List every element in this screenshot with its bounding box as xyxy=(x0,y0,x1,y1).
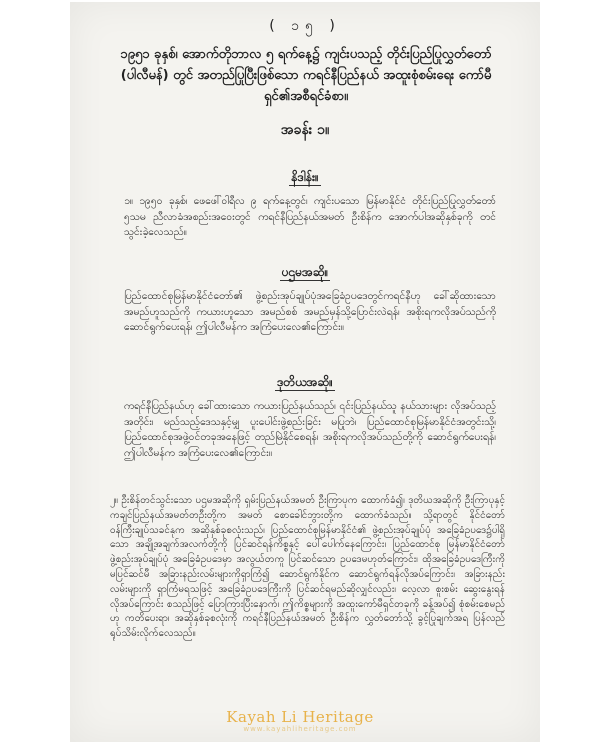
page-number: ( ၁၅ ) xyxy=(269,18,341,34)
section-title-text: ပဌမအဆို။ xyxy=(281,265,329,279)
section-title-text: နိဒါန်း။ xyxy=(291,170,319,184)
watermark-brand: Kayah Li Heritage xyxy=(226,708,374,726)
section-title-introduction xyxy=(70,169,540,187)
watermark xyxy=(0,708,600,733)
chapter-title: အခန်း ၁။ xyxy=(280,122,330,138)
section-title-first-motion xyxy=(70,264,540,282)
section-title-second-motion xyxy=(70,374,540,392)
introduction-paragraph: ၁။ ၁၉၅၀ ခုနှစ်၊ ဖေဖေါ်ဝါရီလ ၉ ရက်နေ့တွင်၊ ကျင်းပသော မြန်မာနိုင်ငံ တိုင်းပြည်ပြုလွှတ်တော် ၅သမ ညီလာခံအစည်းအဝေးတွင် ကရင်နီပြည်နယ်အမတ် ဦးစိန်က အောက်ပါအဆိုနှစ်ခုကို တင်သွင်းခဲ့လေသည်။ xyxy=(124,195,496,239)
first-motion-paragraph: ပြည်ထောင်စုမြန်မာနိုင်ငံတော်၏ ဖွဲ့စည်းအုပ်ချုပ်ပုံအခြေခံဥပဒေတွင်ကရင်နီဟု ခေါ်ဆိုထားသော အမည်ဟူသည်ကို ကယားဟူသော အမည်စစ် အမည်မှန်သို့ပြောင်းလဲရန်၊ အစိုးရကလိုအပ်သည်ကို ဆောင်ရွက်ပေးရန်၊ ဤပါလီမန်က အကြံပေးလေ၏ကြောင်း။ xyxy=(124,290,496,334)
paragraph-two: ၂။ ဦးစိန်တင်သွင်းသော ပဌမအဆိုကို ရှမ်းပြည်နယ်အမတ် ဦးကြာပုက ထောက်ခံ၍၊ ဒုတိယအဆိုကို ဦးကြာပုနှင့် ကချင်ပြည်နယ်အမတ်တဦးတို့က အမတ် စောခေါင်ဘွားတို့က ထောက်ခံသည်။ သို့ရာတွင် နိုင်ငံတော် ဝန်ကြီးချုပ်သခင်နုက အဆိုနှစ်ခုစလုံးသည်၊ ပြည်ထောင်စုမြန်မာနိုင်ငံ၏ ဖွဲ့စည်းအုပ်ချုပ်ပုံ အခြေခံဥပဒေ၌ပါရှိသော အချို့အချက်အလက်တို့ကို ပြင်ဆင်ရန်ကိစ္စနှင့် ပေါ်ပေါက်နေကြောင်း၊ ပြည်ထောင်စု မြန်မာနိုင်ငံတော် ဖွဲ့စည်းအုပ်ချုပ်ပုံ အခြေခံဥပဒေမှာ အလွယ်တကူ ပြင်ဆင်သော ဥပဒေမဟုတ်ကြောင်း၊ ထိုအခြေခံဥပဒေကြီးကို မပြင်ဆင်မီ အခြားနည်းလမ်းများကိုရှာကြံ၍ ဆောင်ရွက်နိုင်က ဆောင်ရွက်ရန်လိုအပ်ကြောင်း၊ အခြားနည်းလမ်းများကို ရှာကြံမရသဖြင့် အခြေခံဥပဒေကြီးကို ပြင်ဆင်ရမည်ဆိုလျှင်လည်း၊ လေ့လာ စူးစမ်း ဆွေးနွေးရန် လိုအပ်ကြောင်း စသည်ဖြင့် ပြောကြားပြီးနောက်၊ ဤကိစ္စများကို အထူးကော်မီရှင်တခုကို ခန့်အပ်၍ စုံစမ်းစေမည်ဟု ကတိပေးရာ၊ အဆိုနှစ်ခုစလုံးကို ကရင်နီပြည်နယ်အမတ် ဦးစိန်က လွှတ်တော်သို့ ခွင့်ပြုချက်အရ ပြန်လည်ရုပ်သိမ်းလိုက်လေသည်။ xyxy=(110,495,505,640)
report-heading: ၁၉၅၁ ခုနှစ်၊ အောက်တိုဘာလ ၅ ရက်နေ့၌ ကျင်းပသည့် တိုင်းပြည်ပြုလွှတ်တော် (ပါလီမန်) တွင် အတည်ပြုပြီးဖြစ်သော ကရင်နီပြည်နယ် အထူးစုံစမ်းရေး ကော်မီရှင်၏အစီရင်ခံစာ။ xyxy=(120,47,492,104)
second-motion-paragraph: ကရင်နီပြည်နယ်ဟု ခေါ်ထားသော ကယားပြည်နယ်သည်၊ ၎င်းပြည်နယ်သူ နယ်သားများ လိုအပ်သည့်အတိုင်း၊ မည်သည့်ဒေသနှင့်မျှ ပူးပေါင်းဖွဲ့စည်းခြင်း မပြုဘဲ၊ ပြည်ထောင်စုမြန်မာနိုင်ငံအတွင်းသို့၊ ပြည်ထောင်စုအဖွဲ့ဝင်တခုအနေဖြင့် တည်မြဲနိုင်စေရန်၊ အစိုးရကလိုအပ်သည်တို့ကို ဆောင်ရွက်ပေးရန်၊ ဤပါလီမန်က အကြံပေးလေ၏ကြောင်း။ xyxy=(124,400,496,459)
scanned-page xyxy=(70,2,540,742)
section-title-text: ဒုတိယအဆို။ xyxy=(277,375,333,389)
watermark-url: www.kayahliheritage.com xyxy=(243,725,357,733)
